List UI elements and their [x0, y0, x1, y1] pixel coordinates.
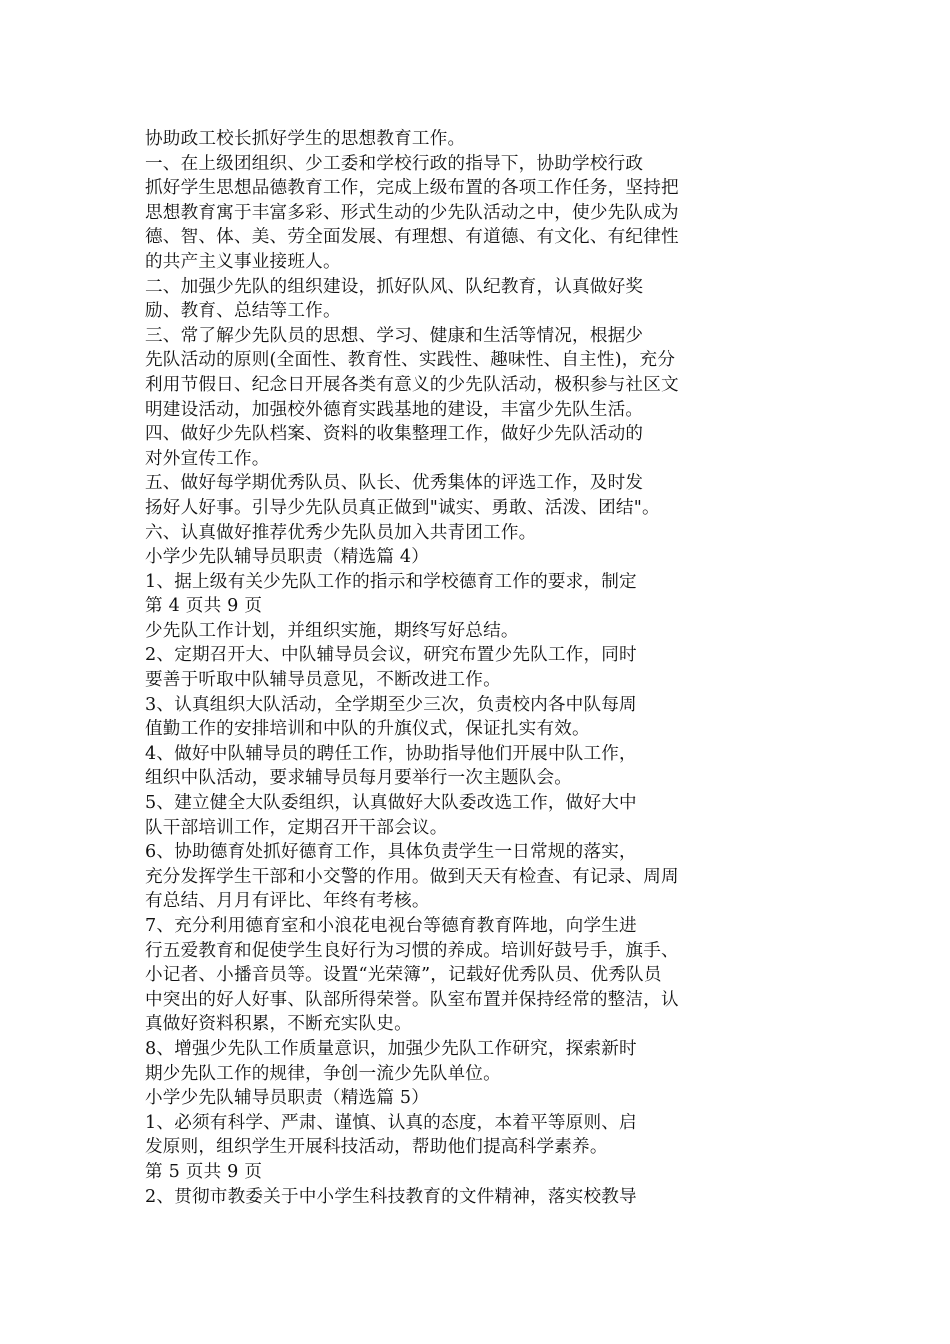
text-line: 六、认真做好推荐优秀少先队员加入共青团工作。: [145, 522, 537, 543]
text-line: 2、贯彻市教委关于中小学生科技教育的文件精神，落实校教导: [145, 1186, 637, 1207]
text-line: 4、做好中队辅导员的聘任工作，协助指导他们开展中队工作，: [145, 743, 637, 764]
text-line: 第 4 页共 9 页: [145, 596, 263, 617]
text-line: 对外宣传工作。: [145, 448, 270, 469]
text-line: 明建设活动，加强校外德育实践基地的建设，丰富少先队生活。: [145, 399, 644, 420]
text-line: 8、增强少先队工作质量意识，加强少先队工作研究，探索新时: [145, 1038, 637, 1059]
text-line: 真做好资料积累，不断充实队史。: [145, 1014, 412, 1035]
text-line: 3、认真组织大队活动，全学期至少三次，负责校内各中队每周: [145, 694, 637, 715]
text-line: 行五爱教育和促使学生良好行为习惯的养成。培训好鼓号手，旗手、: [145, 940, 679, 961]
text-line: 二、加强少先队的组织建设，抓好队风、队纪教育，认真做好奖: [145, 276, 644, 297]
text-line: 有总结、月月有评比、年终有考核。: [145, 891, 430, 912]
text-line: 1、据上级有关少先队工作的指示和学校德育工作的要求，制定: [145, 571, 637, 592]
text-line: 小学少先队辅导员职责（精选篇 4）: [145, 547, 430, 568]
text-line: 期少先队工作的规律，争创一流少先队单位。: [145, 1063, 501, 1084]
text-line: 德、智、体、美、劳全面发展、有理想、有道德、有文化、有纪律性: [145, 227, 679, 248]
text-line: 值勤工作的安排培训和中队的升旗仪式，保证扎实有效。: [145, 719, 590, 740]
text-line: 思想教育寓于丰富多彩、形式生动的少先队活动之中，使少先队成为: [145, 202, 679, 223]
text-line: 5、建立健全大队委组织，认真做好大队委改选工作，做好大中: [145, 793, 637, 814]
text-line: 协助政工校长抓好学生的思想教育工作。: [145, 129, 466, 149]
document-body: [145, 127, 735, 1209]
text-line: 7、充分利用德育室和小浪花电视台等德育教育阵地，向学生进: [145, 916, 637, 936]
text-line: 一、在上级团组织、少工委和学校行政的指导下，协助学校行政: [145, 153, 644, 174]
text-line: 2、定期召开大、中队辅导员会议，研究布置少先队工作，同时: [145, 645, 637, 666]
text-line: 组织中队活动，要求辅导员每月要举行一次主题队会。: [145, 768, 573, 789]
text-line: 先队活动的原则(全面性、教育性、实践性、趣味性、自主性)，充分: [145, 350, 676, 371]
text-line: 小记者、小播音员等。设置“光荣簿”，记载好优秀队员、优秀队员: [145, 965, 662, 986]
text-line: 抓好学生思想品德教育工作，完成上级布置的各项工作任务，坚持把: [145, 178, 679, 199]
text-line: 1、必须有科学、严肃、谨慎、认真的态度，本着平等原则、启: [145, 1112, 637, 1133]
text-line: 充分发挥学生干部和小交警的作用。做到天天有检查、有记录、周周: [145, 866, 679, 887]
text-line: 少先队工作计划，并组织实施，期终写好总结。: [145, 620, 519, 641]
text-line: 第 5 页共 9 页: [145, 1161, 263, 1182]
text-line: 扬好人好事。引导少先队员真正做到"诚实、勇敢、活泼、团结"。: [145, 497, 660, 518]
text-line: 三、常了解少先队员的思想、学习、健康和生活等情况，根据少: [145, 325, 644, 346]
text-line: 的共产主义事业接班人。: [145, 251, 341, 272]
text-line: 小学少先队辅导员职责（精选篇 5）: [145, 1088, 430, 1109]
text-line: 发原则，组织学生开展科技活动，帮助他们提高科学素养。: [145, 1137, 608, 1158]
text-line: 要善于听取中队辅导员意见，不断改进工作。: [145, 670, 501, 691]
text-line: 四、做好少先队档案、资料的收集整理工作，做好少先队活动的: [145, 424, 644, 445]
text-line: 队干部培训工作，定期召开干部会议。: [145, 817, 448, 838]
text-line: 6、协助德育处抓好德育工作，具体负责学生一日常规的落实，: [145, 842, 637, 863]
text-line: 五、做好每学期优秀队员、队长、优秀集体的评选工作，及时发: [145, 473, 644, 494]
text-line: 利用节假日、纪念日开展各类有意义的少先队活动，极积参与社区文: [145, 374, 679, 395]
text-line: 中突出的好人好事、队部所得荣誉。队室布置并保持经常的整洁，认: [145, 989, 679, 1010]
text-line: 励、教育、总结等工作。: [145, 301, 341, 322]
